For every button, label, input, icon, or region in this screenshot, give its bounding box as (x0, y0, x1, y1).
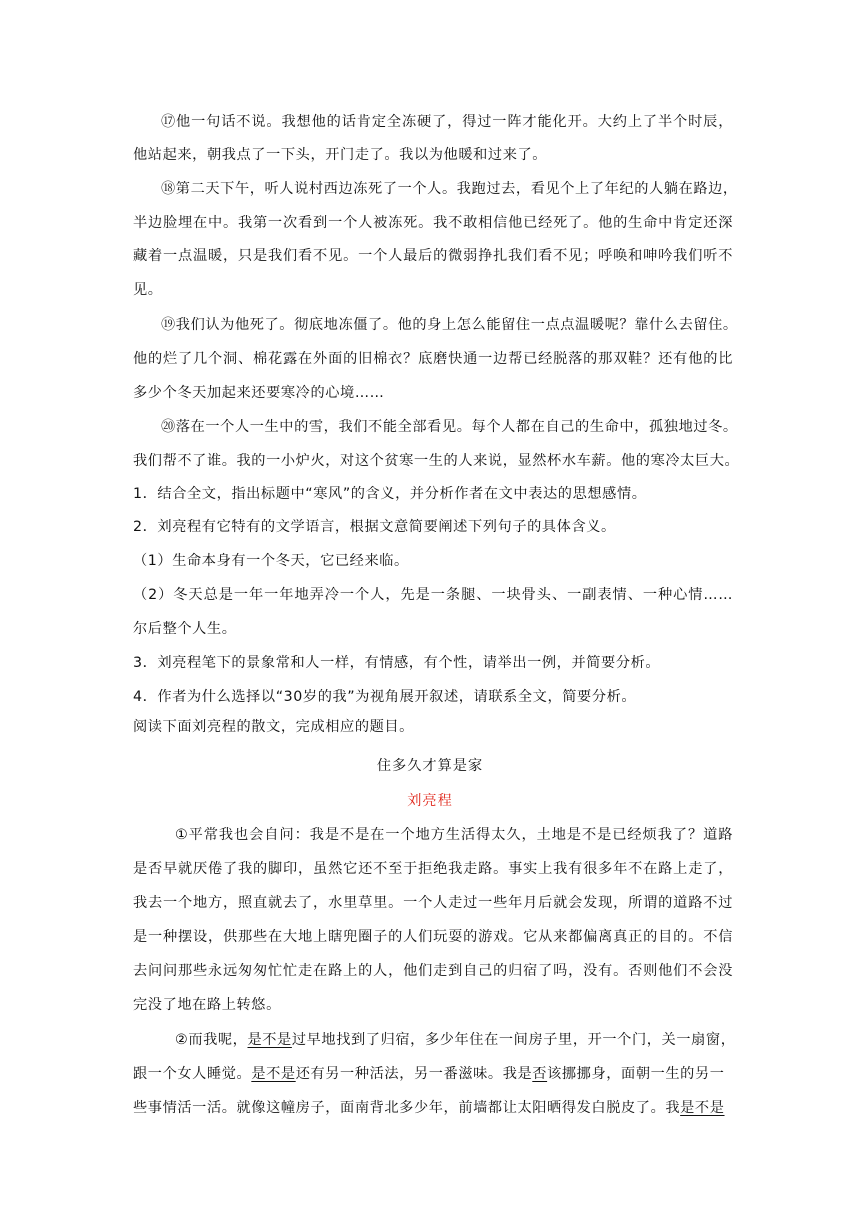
underlined-phrase: 否 (532, 1066, 548, 1082)
essay-paragraph-1-line-6: 完没了地在路上转悠。 (133, 997, 281, 1013)
paragraph-17-line-1: ⑰他一句话不说。我想他的话肯定全冻硬了，得过一阵才能化开。大约上了半个时辰， (161, 114, 733, 130)
text-segment: ②而我呢， (175, 1032, 248, 1048)
essay-paragraph-1-line-3: 我去一个地方，照直就去了，水里草里。一个人走过一些年月后就会发现，所谓的道路不过 (133, 895, 733, 911)
text-segment: 还有另一种活法，另一番滋味。我是 (295, 1066, 533, 1082)
paragraph-18-line-3: 藏着一点温暖，只是我们看不见。一个人最后的微弱挣扎我们看不见；呼唤和呻吟我们听不 (133, 248, 733, 264)
question-3: 3．刘亮程笔下的景象常和人一样，有情感，有个性，请举出一例，并简要分析。 (133, 655, 661, 671)
underlined-phrase: 是不是 (251, 1066, 296, 1082)
question-2-item-2-line-2: 尔后整个人生。 (133, 621, 237, 637)
essay-paragraph-1-line-5: 去问问那些永远匆匆忙忙走在路上的人，他们走到自己的归宿了吗，没有。否则他们不会没 (133, 963, 733, 979)
essay-paragraph-1-line-2: 是否早就厌倦了我的脚印，虽然它还不至于拒绝我走路。事实上我有很多年不在路上走了， (133, 861, 733, 877)
essay-paragraph-1-line-1: ①平常我也会自问：我是不是在一个地方生活得太久，土地是不是已经烦我了？道路 (175, 827, 733, 843)
paragraph-20-line-1: ⑳落在一个人一生中的雪，我们不能全部看见。每个人都在自己的生命中，孤独地过冬。 (161, 419, 738, 435)
essay-paragraph-2-line-1 (175, 1030, 736, 1050)
paragraph-18-line-2: 半边脸埋在中。我第一次看到一个人被冻死。我不敢相信他已经死了。他的生命中肯定还深 (133, 215, 733, 231)
paragraph-17-line-2: 他站起来，朝我点了一下头，开门走了。我以为他暖和过来了。 (133, 147, 548, 163)
reading-instruction: 阅读下面刘亮程的散文，完成相应的题目。 (133, 719, 414, 735)
essay-title: 住多久才算是家 (376, 758, 484, 774)
essay-paragraph-2-line-2 (133, 1064, 733, 1084)
text-segment: 过早地找到了归宿，多少年住在一间房子里，开一个门，关一扇窗， (291, 1032, 736, 1048)
essay-author: 刘亮程 (407, 793, 453, 809)
paragraph-18-line-4: 见。 (133, 282, 163, 298)
paragraph-18-line-1: ⑱第二天下午，听人说村西边冻死了一个人。我跑过去，看见个上了年纪的人躺在路边， (161, 181, 738, 197)
question-2-item-1: （1）生命本身有一个冬天，它已经来临。 (133, 553, 409, 569)
question-1: 1．结合全文，指出标题中“寒风”的含义，并分析作者在文中表达的思想感情。 (133, 486, 647, 502)
paragraph-19-line-2: 他的烂了几个洞、棉花露在外面的旧棉衣？底磨快通一边帮已经脱落的那双鞋？还有他的比 (133, 351, 733, 367)
text-segment: 些事情活一活。就像这幢房子，面南背北多少年，前墙都让太阳晒得发白脱皮了。我 (133, 1100, 681, 1116)
essay-paragraph-1-line-4: 是一种摆设，供那些在大地上瞎兜圈子的人们玩耍的游戏。它从来都偏离真正的目的。不信 (133, 929, 733, 945)
question-2-item-2-line-1: （2）冬天总是一年一年地弄冷一个人，先是一条腿、一块骨头、一副表情、一种心情…… (133, 587, 733, 603)
paragraph-20-line-2: 我们帮不了谁。我的一小炉火，对这个贫寒一生的人来说，显然杯水车薪。他的寒冷太巨大。 (133, 453, 740, 469)
text-segment: 该挪挪身，面朝一生的另一 (547, 1066, 725, 1082)
paragraph-19-line-1: ⑲我们认为他死了。彻底地冻僵了。他的身上怎么能留住一点点温暖呢？靠什么去留住。 (161, 317, 738, 333)
text-segment: 跟一个女人睡觉。 (133, 1066, 252, 1082)
question-4: 4．作者为什么选择以“30岁的我”为视角展开叙述，请联系全文，简要分析。 (133, 689, 637, 705)
question-2: 2．刘亮程有它特有的文学语言，根据文意简要阐述下列句子的具体含义。 (133, 519, 616, 535)
essay-paragraph-2-line-3 (133, 1098, 733, 1118)
underlined-phrase: 是不是 (247, 1032, 292, 1048)
paragraph-19-line-3: 多少个冬天加起来还要寒冷的心境…… (133, 385, 385, 401)
underlined-phrase: 是不是 (680, 1100, 725, 1116)
